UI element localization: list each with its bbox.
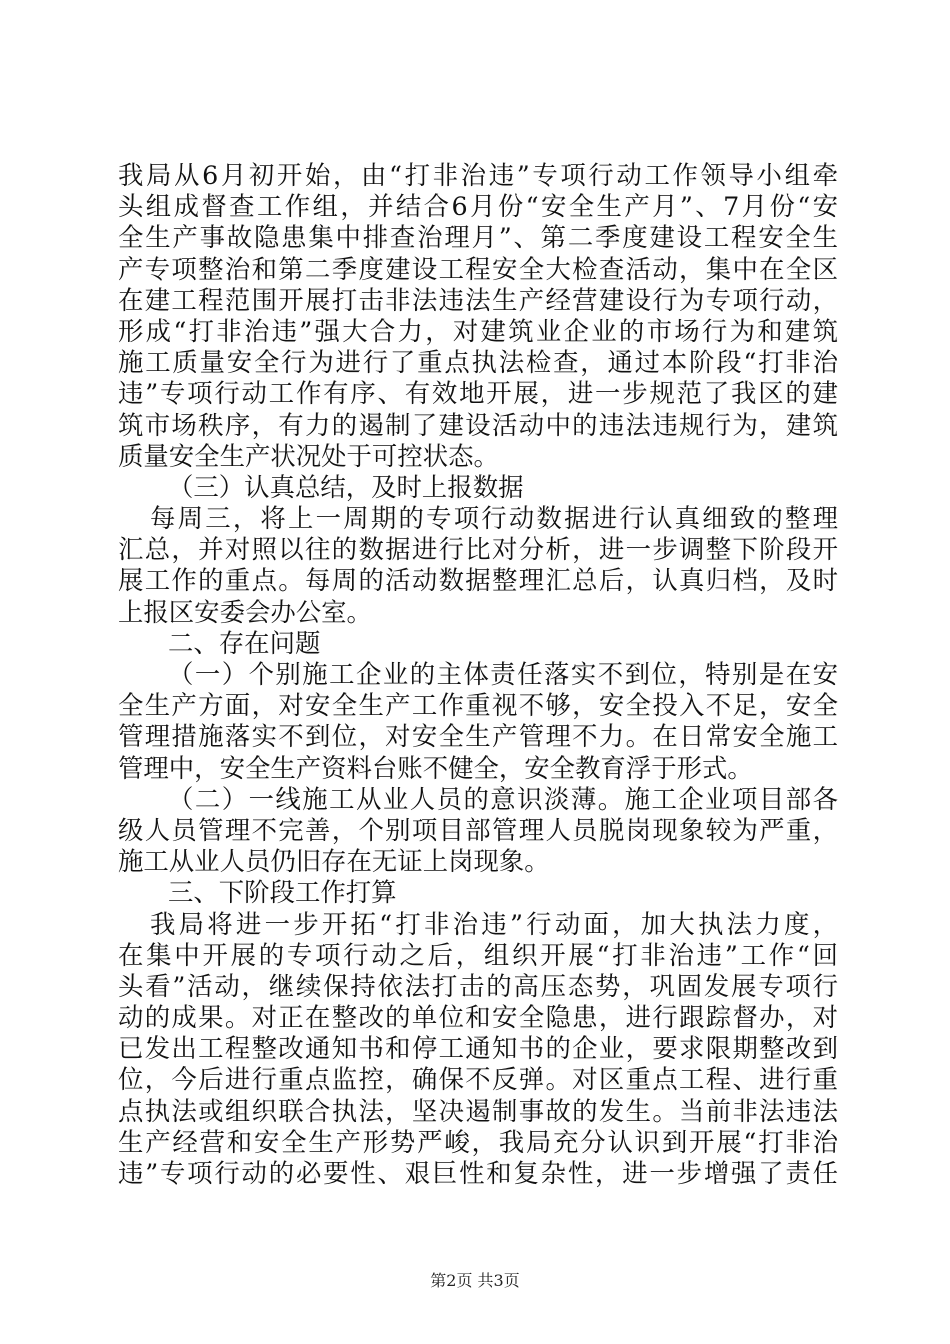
text-line: 全生产方面，对安全生产工作重视不够，安全投入不足，安全 [118,690,838,721]
text-line: 在集中开展的专项行动之后，组织开展“打非治违”工作“回 [118,939,838,970]
text-line: 违”专项行动的必要性、艰巨性和复杂性，进一步增强了责任 [118,1158,838,1188]
text-line: 筑市场秩序，有力的遏制了建设活动中的违法违规行为，建筑 [118,409,838,440]
text-line: 位，今后进行重点监控，确保不反弹。对区重点工程、进行重 [118,1064,838,1095]
text-line: 每周三，将上一周期的专项行动数据进行认真细致的整理 [150,503,838,534]
text-line: 点执法或组织联合执法，坚决遏制事故的发生。当前非法违法 [118,1095,838,1126]
text-line: 管理措施落实不到位，对安全生产管理不力。在日常安全施工 [118,721,838,752]
text-line: 在建工程范围开展打击非法违法生产经营建设行为专项行动， [118,284,838,315]
text-line: 我局从6月初开始，由“打非治违”专项行动工作领导小组牵 [118,160,838,190]
text-line: 全生产事故隐患集中排查治理月”、第二季度建设工程安全生 [118,222,838,253]
section-heading: 三、下阶段工作打算 [168,877,397,908]
text-line: 展工作的重点。每周的活动数据整理汇总后，认真归档，及时 [118,565,838,596]
text-line: 头看”活动，继续保持依法打击的高压态势，巩固发展专项行 [118,970,838,1001]
text-line: 形成“打非治违”强大合力，对建筑业企业的市场行为和建筑 [118,315,838,346]
text-line: 我局将进一步开拓“打非治违”行动面，加大执法力度， [150,908,838,939]
text-line: 动的成果。对正在整改的单位和安全隐患，进行跟踪督办，对 [118,1002,838,1033]
section-heading: 二、存在问题 [168,627,321,658]
text-line: （一）个别施工企业的主体责任落实不到位，特别是在安 [168,659,838,689]
text-line: 施工从业人员仍旧存在无证上岗现象。 [118,846,550,877]
section-heading: （三）认真总结，及时上报数据 [168,471,524,502]
text-line: 产专项整治和第二季度建设工程安全大检查活动，集中在全区 [118,253,838,284]
body-text [118,160,838,1189]
text-line: 生产经营和安全生产形势严峻，我局充分认识到开展“打非治 [118,1126,838,1157]
text-line: 已发出工程整改通知书和停工通知书的企业，要求限期整改到 [118,1033,838,1064]
text-line: 违”专项行动工作有序、有效地开展，进一步规范了我区的建 [118,378,838,409]
text-line: 上报区安委会办公室。 [118,596,372,627]
text-line: 级人员管理不完善，个别项目部管理人员脱岗现象较为严重， [118,814,838,845]
page-footer: 第2页 共3页 [430,1271,520,1290]
text-line: 管理中，安全生产资料台账不健全，安全教育浮于形式。 [118,752,753,783]
text-line: 汇总，并对照以往的数据进行比对分析，进一步调整下阶段开 [118,534,838,565]
text-line: 施工质量安全行为进行了重点执法检查，通过本阶段“打非治 [118,347,838,378]
text-line: 质量安全生产状况处于可控状态。 [118,440,499,471]
text-line: （二）一线施工从业人员的意识淡薄。施工企业项目部各 [168,783,838,814]
text-line: 头组成督查工作组，并结合6月份“安全生产月”、7月份“安 [118,191,838,222]
